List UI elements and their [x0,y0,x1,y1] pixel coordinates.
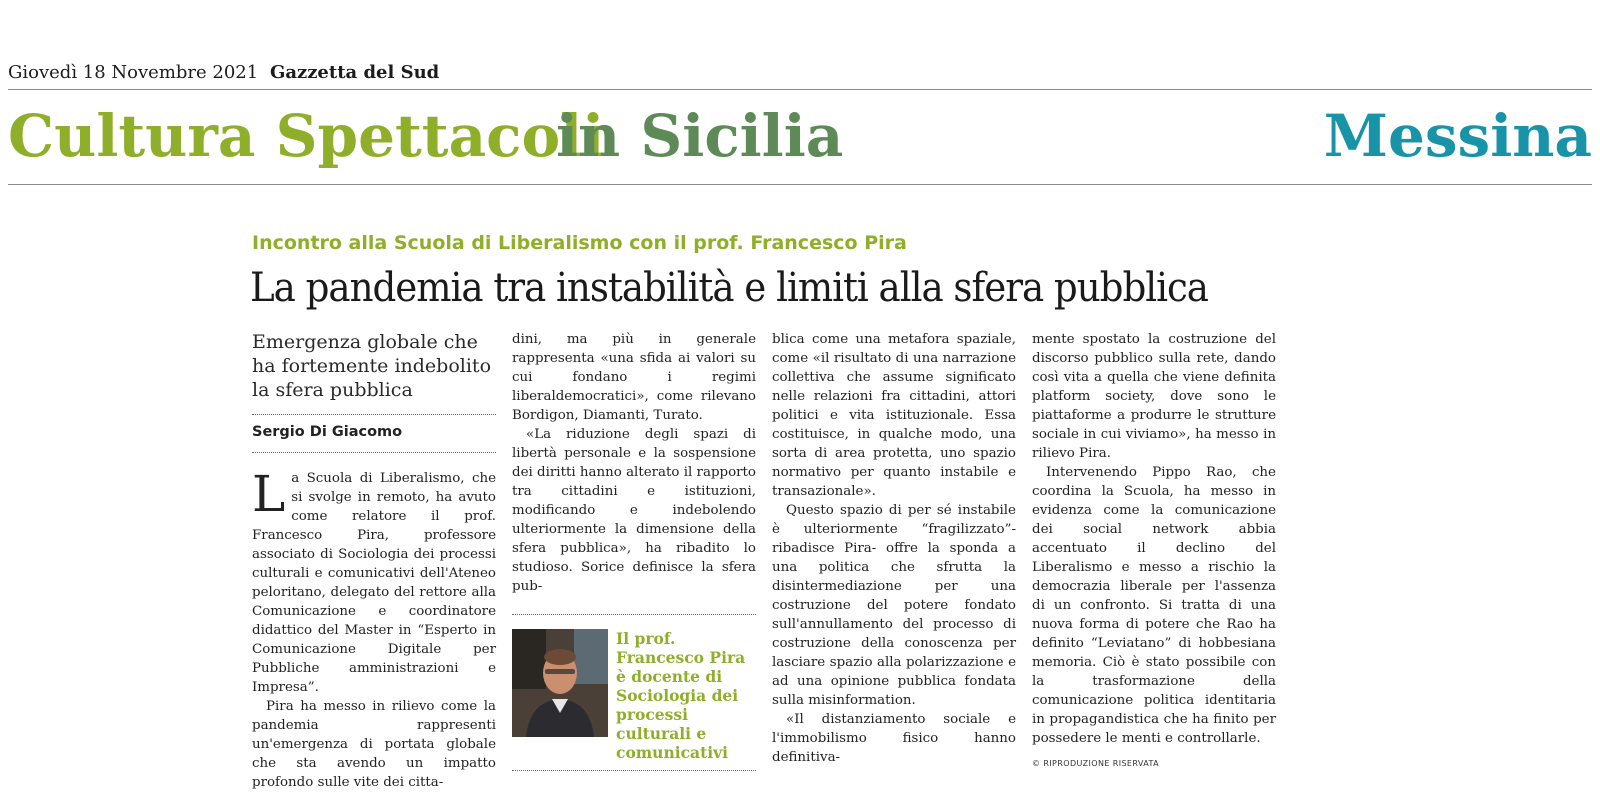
dotted-divider [252,414,496,415]
masthead-rule [8,184,1592,185]
byline: Sergio Di Giacomo [252,424,403,440]
paragraph: blica come una metafora spaziale, come «il risultato di una narrazione collettiva che assume significato nelle relazioni fra cittadini, attori politici e vita istituzionale. Essa costituisce, in qualche modo, una sorta di area protetta, uno spazio normativo per quanto instabile e transazionale». [772,332,1016,499]
paragraph: dini, ma più in generale rappresenta «una sfida ai valori su cui fondano i regimi liberaldemocratici», come rilevano Bordigon, Diamanti, Turato. [512,332,756,423]
article-deck: Emergenza globale che ha fortemente indebolito la sfera pubblica [252,331,492,401]
dateline [8,62,439,83]
dotted-divider [512,614,756,615]
paragraph: Intervenendo Pippo Rao, che coordina la Scuola, ha messo in evidenza come la comunicazione dei social network abbia accentuato il declino del Liberalismo e messo a rischio la democrazia liberale per l'assenza di un confronto. Si tratta di una nuova forma di potere che Rao ha definito “Leviatano” di hobbesiana memoria. Ciò è stato possibile con la trasformazione della comunicazione politica identitaria in propagandistica che ha finito per possedere le menti e controllarle. [1032,465,1276,746]
article-column-1 [252,330,496,792]
dotted-divider [252,452,496,453]
photo-row [512,629,756,762]
paragraph: «Il distanziamento sociale e l'immobilismo fisico hanno definitiva- [772,712,1016,765]
article-kicker: Incontro alla Scuola di Liberalismo con il prof. Francesco Pira [252,232,907,254]
dotted-divider [512,770,756,771]
author-photo [512,629,608,737]
top-rule [8,89,1592,90]
paragraph: Questo spazio di per sé instabile è ulteriormente “fragilizzato”- ribadisce Pira- offre la sponda a una politica che sfrutta la disintermediazione per una costruzione del potere fondato sull'annullamento del processo di costruzione della conoscenza per lasciare spazio alla polarizzazione e ad una opinione pubblica fondata sulla misinformation. [772,503,1016,708]
article-column-4 [1032,330,1276,773]
article-column-2 [512,330,756,771]
paragraph: Pira ha messo in rilievo come la pandemia rappresenti un'emergenza di portata globale che sta avendo un impatto profondo sulle vite dei citta- [252,699,496,790]
paragraph: «La riduzione degli spazi di libertà personale e la sospensione dei diritti hanno alterato il rapporto tra cittadini e istituzioni, modificando e indebolendo ulteriormente la dimensione della sfera pubblica», ha ribadito lo studioso. Sorice definisce la sfera pub- [512,427,756,594]
copyright-notice: © RIPRODUZIONE RISERVATA [1032,759,1160,768]
section-subtitle: in Sicilia [556,102,844,170]
article-column-3 [772,330,1016,767]
drop-cap: L [252,465,286,523]
paragraph: mente spostato la costruzione del discorso pubblico sulla rete, dando così vita a quella che viene definita platform society, dove sono le piattaforme a produrre le strutture sociale in cui viviamo», ha messo in rilievo Pira. [1032,332,1276,461]
article-headline: La pandemia tra instabilità e limiti alla sfera pubblica [250,265,1208,311]
city-title: Messina [1323,102,1592,170]
photo-caption: Il prof. Francesco Pira è docente di Sociologia dei processi culturali e comunicativi [616,629,746,762]
photo-box [512,614,756,771]
issue-date: Giovedì 18 Novembre 2021 [8,62,259,83]
portrait-illustration [512,629,608,737]
publication-name: Gazzetta del Sud [269,62,440,83]
masthead [8,96,1592,176]
paragraph: La Scuola di Liberalismo, che si svolge in remoto, ha avuto come relatore il prof. Francesco Pira, professore associato di Sociologia dei processi culturali e comunicativi dell'Ateneo peloritano, delegato del rettore alla Comunicazione e coordinatore didattico del Master in “Esperto in Comunicazione Digitale per Pubbliche amministrazioni e Impresa”. [252,465,496,695]
section-title: Cultura Spettacoli [8,102,605,170]
